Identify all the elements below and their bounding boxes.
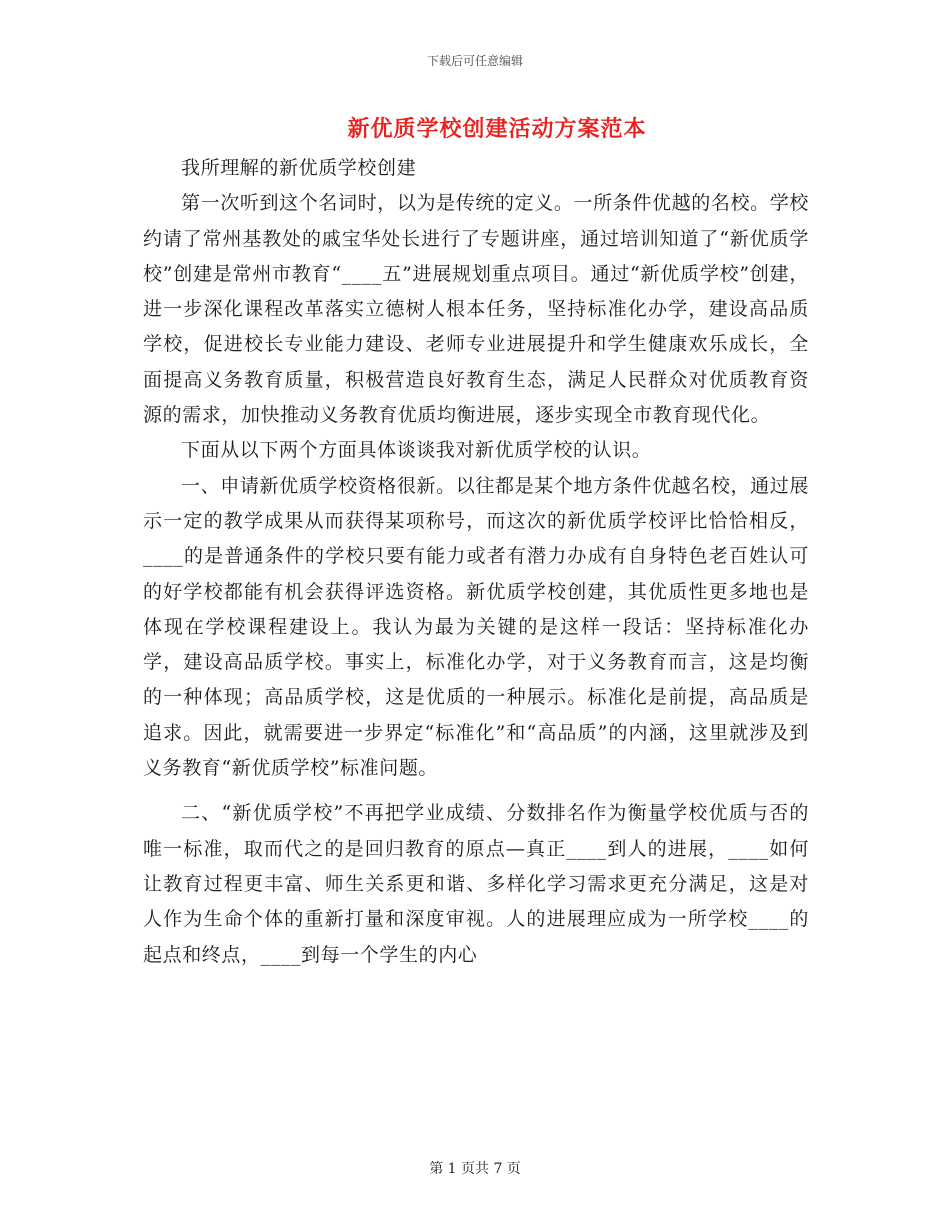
document-title: 新优质学校创建活动方案范本 xyxy=(347,116,647,142)
page-footer-number: 第 1 页共 7 页 xyxy=(429,1161,521,1177)
paragraph-point-one: 一、申请新优质学校资格很新。以往都是某个地方条件优越名校，通过展示一定的教学成果从而获得某项称号，而这次的新优质学校评比恰恰相反，____的是普通条件的学校只要有能力或者有潜力办成有自身特色老百姓认可的好学校都能有机会获得评选资格。新优质学校创建，其优质性更多地也是体现在学校课程建设上。我认为最为关键的是这样一段话：坚持标准化办学，建设高品质学校。事实上，标准化办学，对于义务教育而言，这是均衡的一种体现；高品质学校，这是优质的一种展示。标准化是前提，高品质是追求。因此，就需要进一步界定“标准化”和“高品质”的内涵，这里就涉及到义务教育“新优质学校”标准问题。 xyxy=(143,474,809,780)
paragraph-point-two: 二、“新优质学校”不再把学业成绩、分数排名作为衡量学校优质与否的唯一标准，取而代之的是回归教育的原点—真正____到人的进展，____如何让教育过程更丰富、师生关系更和谐、多样化学习需求更充分满足，这是对人作为生命个体的重新打量和深度审视。人的进展理应成为一所学校____的起点和终点，____到每一个学生的内心 xyxy=(143,802,809,966)
page-header-note: 下载后可任意编辑 xyxy=(426,54,523,68)
paragraph-lead: 下面从以下两个方面具体谈谈我对新优质学校的认识。 xyxy=(181,439,652,462)
document-body xyxy=(143,151,809,973)
paragraph-intro: 第一次听到这个名词时，以为是传统的定义。一所条件优越的名校。学校约请了常州基教处的戚宝华处长进行了专题讲座，通过培训知道了“新优质学校”创建是常州市教育“____五”进展规划重点项目。通过“新优质学校”创建，进一步深化课程改革落实立德树人根本任务，坚持标准化办学，建设高品质学校，促进校长专业能力建设、老师专业进展提升和学生健康欢乐成长，全面提高义务教育质量，积极营造良好教育生态，满足人民群众对优质教育资源的需求，加快推动义务教育优质均衡进展，逐步实现全市教育现代化。 xyxy=(143,192,809,427)
paragraph-subtitle: 我所理解的新优质学校创建 xyxy=(181,157,417,179)
